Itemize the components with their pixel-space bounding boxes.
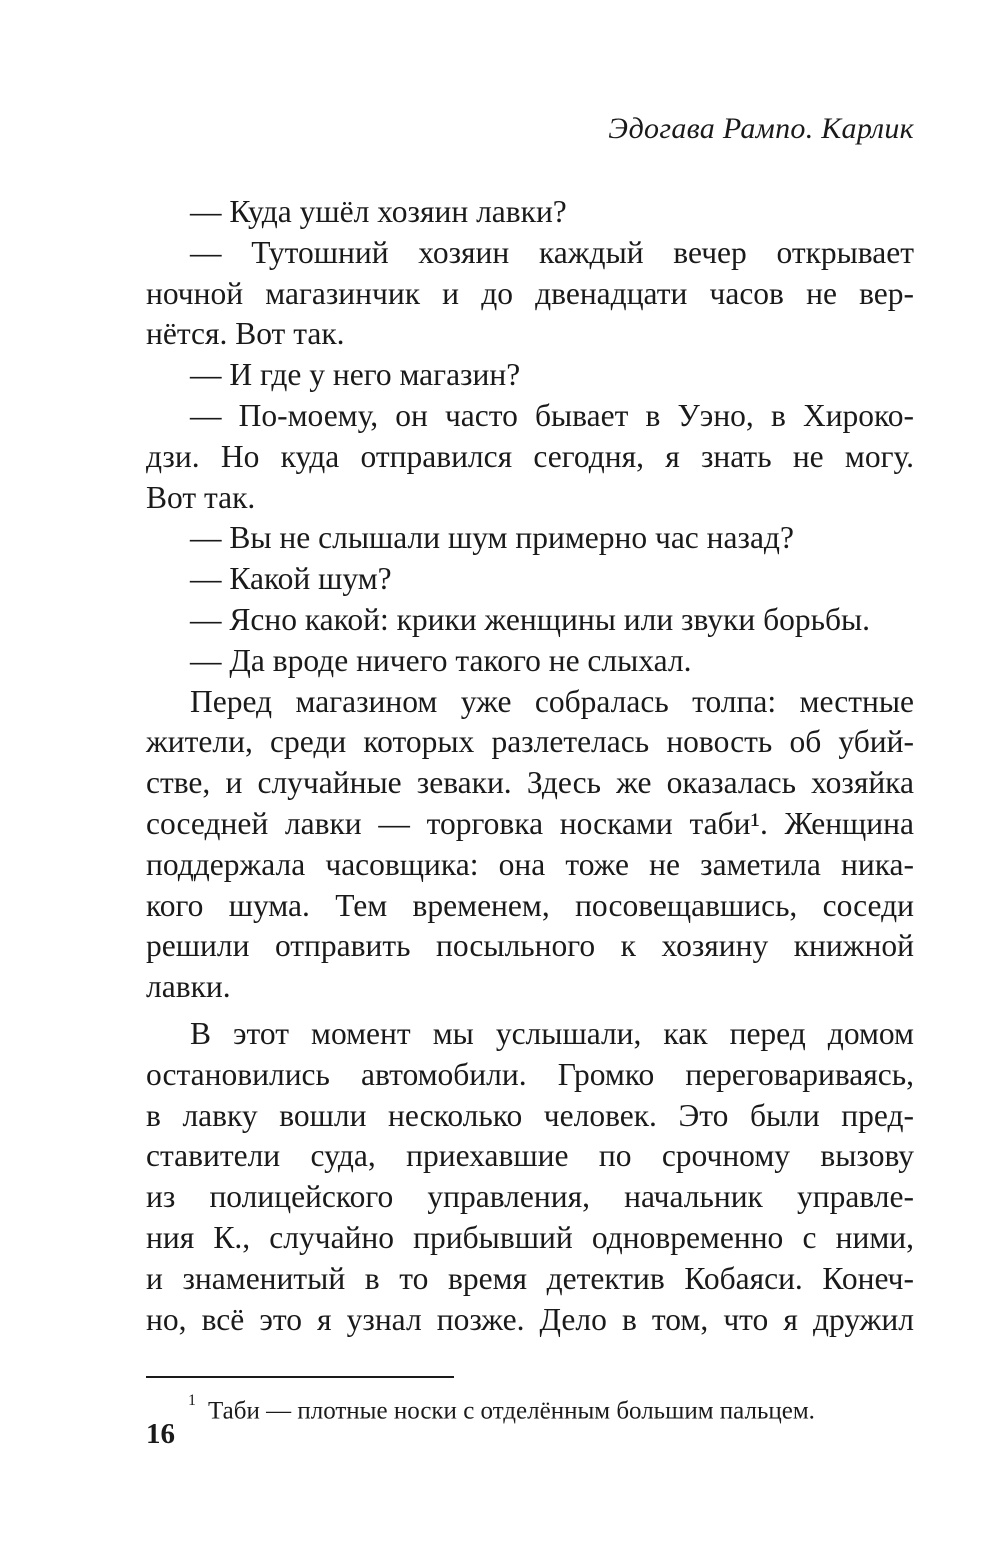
text-line: стве, и случайные зеваки. Здесь же оказалась хозяйка bbox=[146, 765, 914, 801]
text-line: поддержала часовщика: она тоже не заметила ника- bbox=[146, 846, 914, 882]
text-line: из полицейского управления, начальник управле- bbox=[146, 1179, 914, 1215]
text-line: но, всё это я узнал позже. Дело в том, что я дружил bbox=[146, 1301, 914, 1337]
footnote-rule bbox=[146, 1376, 454, 1378]
text-line: — Ясно какой: крики женщины или звуки борьбы. bbox=[190, 601, 871, 637]
text-line: нётся. Вот так. bbox=[146, 316, 345, 352]
text-line: остановились автомобили. Громко переговариваясь, bbox=[146, 1056, 914, 1092]
text-line: Перед магазином уже собралась толпа: местные bbox=[190, 683, 914, 719]
text-line: Вот так. bbox=[146, 479, 256, 515]
text-line: — Да вроде ничего такого не слыхал. bbox=[190, 642, 692, 678]
text-line: жители, среди которых разлетелась новость об убий- bbox=[146, 724, 914, 760]
main-text bbox=[146, 192, 914, 1340]
text-line: решили отправить посыльного к хозяину книжной bbox=[146, 928, 914, 964]
text-line: — Куда ушёл хозяин лавки? bbox=[190, 194, 567, 229]
text-line: кого шума. Тем временем, посовещавшись, соседи bbox=[146, 887, 914, 923]
text-line: дзи. Но куда отправился сегодня, я знать не могу. bbox=[146, 438, 914, 474]
running-title: Эдогава Рампо. Карлик bbox=[608, 112, 914, 145]
footnote-marker: 1 bbox=[188, 1392, 196, 1409]
text-line: — Какой шум? bbox=[190, 561, 392, 597]
text-line: и знаменитый в то время детектив Кобаяси. Конеч- bbox=[146, 1260, 914, 1296]
page-number: 16 bbox=[146, 1418, 175, 1450]
text-line: В этот момент мы услышали, как перед домом bbox=[190, 1015, 914, 1051]
footnote bbox=[188, 1389, 916, 1427]
text-line: ночной магазинчик и до двенадцати часов не вер- bbox=[146, 275, 914, 311]
text-line: — И где у него магазин? bbox=[190, 357, 521, 393]
text-line: ставители суда, приехавшие по срочному вызову bbox=[146, 1138, 914, 1174]
text-line: ния К., случайно прибывший одновременно с ними, bbox=[146, 1219, 914, 1255]
text-line: лавки. bbox=[146, 969, 231, 1005]
text-line: соседней лавки — торговка носками таби¹. Женщина bbox=[146, 805, 914, 841]
text-line: — Тутошний хозяин каждый вечер открывает bbox=[190, 234, 914, 270]
text-line: — По-моему, он часто бывает в Уэно, в Хироко- bbox=[190, 397, 914, 433]
text-line: — Вы не слышали шум примерно час назад? bbox=[190, 520, 794, 556]
text-line: в лавку вошли несколько человек. Это были пред- bbox=[146, 1097, 914, 1133]
footnote-text: Таби — плотные носки с отделённым большим пальцем. bbox=[208, 1397, 815, 1425]
